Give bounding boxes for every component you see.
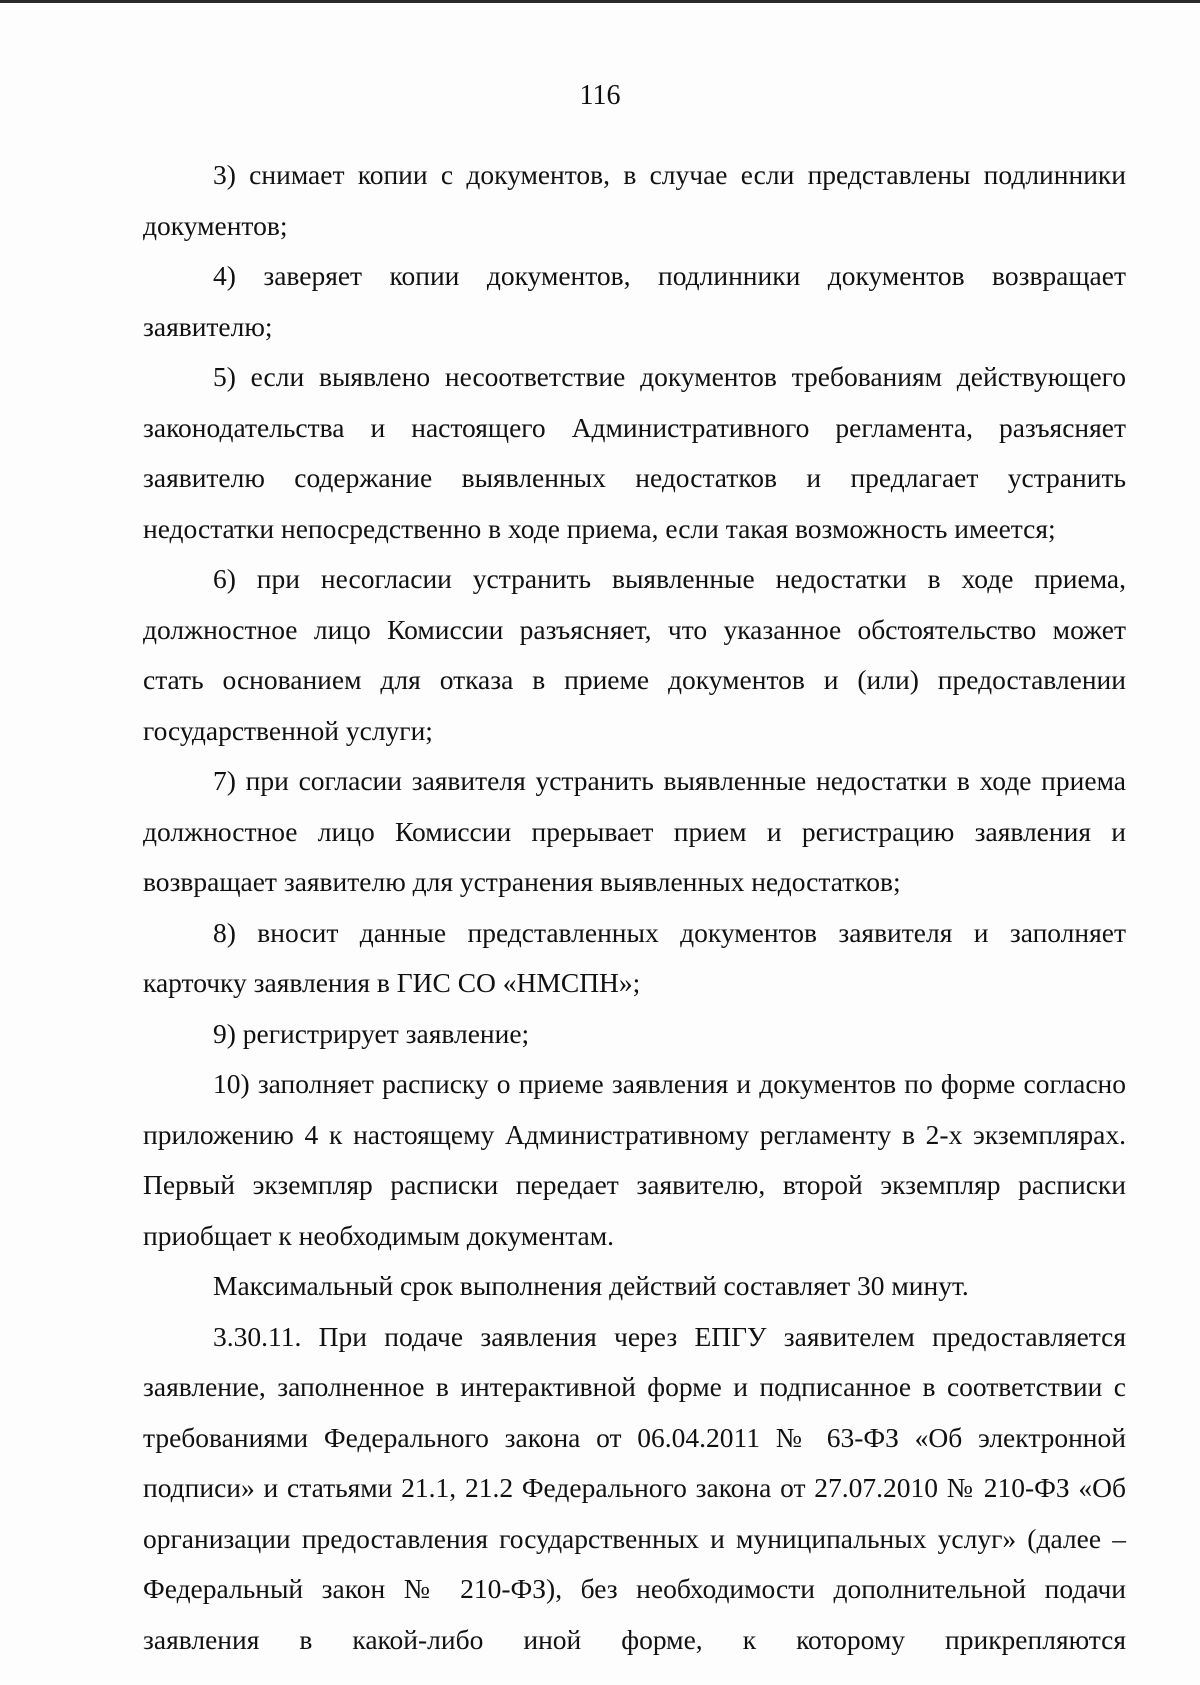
paragraph-item-10: 10) заполняет расписку о приеме заявления и документов по форме согласно приложению 4 к настоящему Административному регламенту в 2-х экземплярах. Первый экземпляр расписки передает заявителю, второй экземпляр расписки приобщает к необходимым документам. — [143, 1068, 1126, 1251]
paragraph-3-30-11: 3.30.11. При подаче заявления через ЕПГУ заявителем предоставляется заявление, заполненное в интерактивной форме и подписанное в соответствии с требованиями Федерального закона от 06.04.2011 № 63-ФЗ «Об электронной подписи» и статьями 21.1, 21.2 Федерального закона от 27.07.2010 № 210-ФЗ «Об организации предоставления государственных и муниципальных услуг» (далее – Федеральный закон № 210-ФЗ), без необходимости дополнительной подачи заявления в какой-либо иной форме, к которому прикрепляются — [143, 1320, 1126, 1655]
page-number: 116 — [579, 80, 621, 111]
paragraph-item-5: 5) если выявлено несоответствие документов требованиям действующего законодательства и настоящего Административного регламента, разъясняет заявителю содержание выявленных недостатков и предлагает устранить недостатки непосредственно в ходе приема, если такая возможность имеется; — [143, 361, 1126, 544]
paragraph-max-time: Максимальный срок выполнения действий составляет 30 минут. — [213, 1270, 969, 1301]
paragraph-item-9: 9) регистрирует заявление; — [213, 1017, 530, 1049]
paragraph-item-6: 6) при несогласии устранить выявленные недостатки в ходе приема, должностное лицо Комиссии разъясняет, что указанное обстоятельство может стать основанием для отказа в приеме документов и (или) предоставлении государственной услуги; — [143, 563, 1126, 746]
paragraph-item-4: 4) заверяет копии документов, подлинники документов возвращает заявителю; — [143, 260, 1126, 342]
document-body — [143, 150, 1126, 1665]
paragraph-item-8: 8) вносит данные представленных документов заявителя и заполняет карточку заявления в ГИС СО «НМСПН»; — [143, 916, 1126, 998]
paragraph-item-7: 7) при согласии заявителя устранить выявленные недостатки в ходе приема должностное лицо Комиссии прерывает прием и регистрацию заявления и возвращает заявителю для устранения выявленных недостатков; — [143, 765, 1126, 897]
paragraph-item-3: 3) снимает копии с документов, в случае если представлены подлинники документов; — [143, 159, 1126, 241]
top-border-line — [0, 0, 1200, 3]
